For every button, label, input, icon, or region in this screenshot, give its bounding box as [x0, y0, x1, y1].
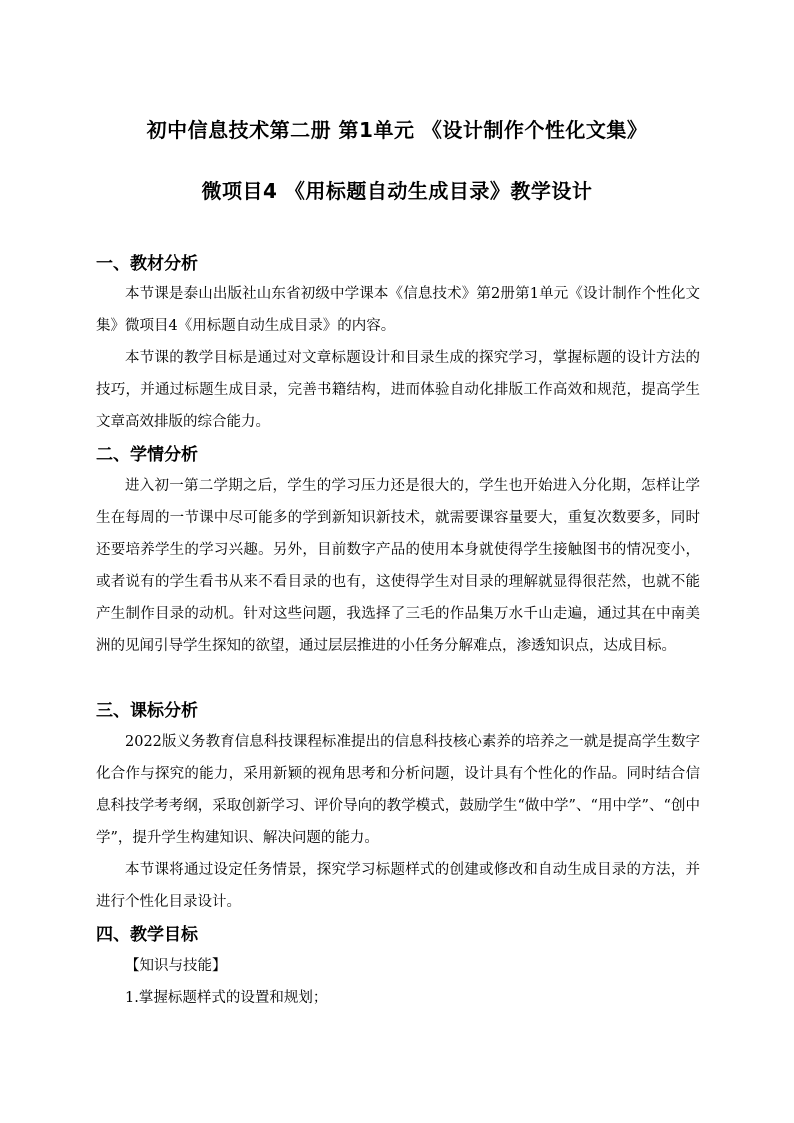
subheading-knowledge-skills: 【知识与技能】: [125, 958, 227, 974]
paragraph-textbook-analysis-2: 本节课的教学目标是通过对文章标题设计和目录生成的探究学习，掌握标题的设计方法的技巧，并通过标题生成目录，完善书籍结构，进而体验自动化排版工作高效和规范，提高学生文章高效排版的综合能力。: [96, 350, 700, 430]
document-title-line-2: 微项目4 《用标题自动生成目录》教学设计: [201, 179, 593, 203]
section-heading-textbook-analysis: 一、教材分析: [96, 254, 198, 274]
paragraph-textbook-analysis-1: 本节课是泰山出版社山东省初级中学课本《信息技术》第2册第1单元《设计制作个性化文集》微项目4《用标题自动生成目录》的内容。: [96, 286, 700, 334]
paragraph-student-analysis-1: 进入初一第二学期之后，学生的学习压力还是很大的，学生也开始进入分化期，怎样让学生在每周的一节课中尽可能多的学到新知识新技术，就需要课容量要大，重复次数要多，同时还要培养学生的学习兴趣。另外，目前数字产品的使用本身就使得学生接触图书的情况变小，或者说有的学生看书从来不看目录的也有，这使得学生对目录的理解就显得很茫然，也就不能产生制作目录的动机。针对这些问题，我选择了三毛的作品集万水千山走遍，通过其在中南美洲的见闻引导学生探知的欲望，通过层层推进的小任务分解难点，渗透知识点，达成目标。: [96, 478, 700, 654]
section-heading-teaching-goals: 四、教学目标: [96, 925, 198, 945]
section-heading-student-analysis: 二、学情分析: [96, 445, 198, 465]
paragraph-curriculum-analysis-2: 本节课将通过设定任务情景，探究学习标题样式的创建或修改和自动生成目录的方法，并进行个性化目录设计。: [96, 862, 700, 910]
section-heading-curriculum-analysis: 三、课标分析: [96, 701, 198, 721]
paragraph-curriculum-analysis-1: 2022版义务教育信息科技课程标准提出的信息科技核心素养的培养之一就是提高学生数字化合作与探究的能力，采用新颖的视角思考和分析问题，设计具有个性化的作品。同时结合信息科技学考考纲，采取创新学习、评价导向的教学模式，鼓励学生“做中学”、“用中学”、“创中学”，提升学生构建知识、解决问题的能力。: [96, 734, 700, 846]
list-item-goal-1: 1.掌握标题样式的设置和规划；: [125, 990, 328, 1006]
document-title-line-1: 初中信息技术第二册 第1单元 《设计制作个性化文集》: [146, 118, 648, 142]
